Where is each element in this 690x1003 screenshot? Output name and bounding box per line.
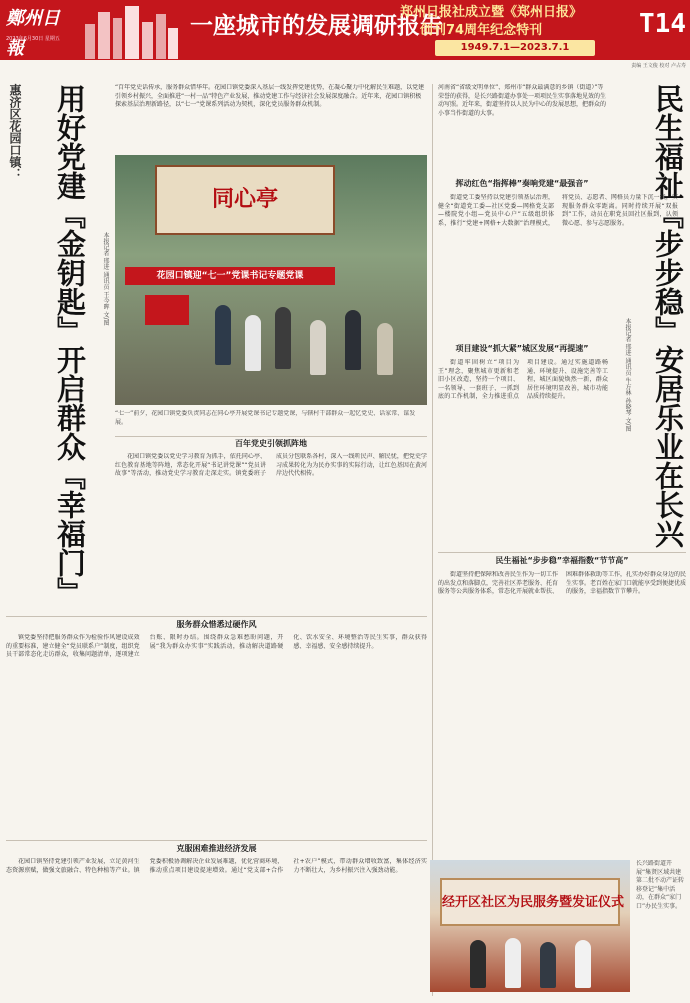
ceremony-gate-text: 经开区社区为民服务暨发证仪式 [442,895,625,910]
left-photo-caption: “七一”前夕，花园口镇党委负责同志在同心亭开展党课书记专题党课，与辖村干部群众一起忆党史、话家常、谋发展。 [115,410,416,426]
city-skyline-illustration [80,4,180,59]
divider [438,552,686,553]
person-figure [275,307,291,369]
masthead [0,0,690,72]
divider [6,840,427,841]
party-flag [145,295,189,325]
right-article-photo [430,860,630,992]
ceremony-gate [440,878,625,926]
right-section-3-body: 街道坚持把保障和改善民生作为一切工作的出发点和落脚点，完善社区养老服务、托育服务等公共服务体系，常态化开展就业帮扶、困难群体救助等工作，扎实办好群众身边的民生实事。老百姓在家门口就能享受到便捷优质的服务，幸福指数节节攀升。 [438,571,686,596]
person-figure [540,942,556,988]
issue-date: 2023年6月30日 星期五 [6,36,60,42]
right-article-intro: 河南省“省级文明单位”、郑州市“群众最满意的乡镇（街道）”等荣誉的获得，是长兴路街道办事处一项项民生实事落地见效的生动写照。近年来，街道坚持以人民为中心的发展思想，把群众的小事当作街道的大事。 [438,84,606,117]
person-figure [215,305,231,365]
left-section-2-title: 服务群众惜悉过硬作风 [176,620,257,629]
right-section-2-title: 项目建设“抓大紧”城区发展“再提速” [455,344,589,353]
left-section-2-body: 镇党委坚持把服务群众作为检验作风建设成效的重要标准，建立健全“党员联系户”制度，组织党员干部常态化走访群众，收集问题清单，逐项建立台账、限时办结。围绕群众急难愁盼问题，开展“我为群众办实事”实践活动，推动解决道路硬化、饮水安全、环境整治等民生实事，群众获得感、幸福感、安全感持续提升。 [6,634,427,659]
pavilion-sign [155,165,335,235]
newspaper-logo: 鄭州日報 [6,8,60,59]
left-section-3-title: 克服困难推进经济发展 [176,844,257,853]
photo-red-banner: 花园口镇迎“七一”党课书记专题党课 [125,267,335,285]
right-article-headline: 民生福祉『步步稳』安居乐业在长兴 [651,84,685,548]
anniversary-line-2: 创刊74周年纪念特刊 [420,23,543,38]
left-article-kicker: 惠济区花园口镇： [8,84,22,180]
person-figure [345,310,361,370]
right-section-2-body: 街道牢固树立“项目为王”理念，聚焦城市更新和老旧小区改造，坚持一个项目、一名领导、一套班子、一抓到底的工作机制，全力推进重点项目建设。通过实施道路畅通、环境提升、设施完善等工程，城区面貌焕然一新，群众居住环境明显改善，城市功能品质持续提升。 [438,359,608,401]
left-article-photo [115,155,427,405]
pavilion-sign-text: 同心亭 [211,186,278,212]
person-figure [470,940,486,988]
person-figure [505,938,521,988]
left-article-intro: “百年党史话传承，服务群众惜华年。花园口镇党委深入基层一线发挥党建优势，在凝心聚力中化解民生难题，以党建引领乡村振兴，全面推进“一村一品”特色产业发展，推动党建工作与经济社会发展深度融合。近年来，花园口镇积极探索基层治理新路径，以“七一”党课系列活动为契机，深化党员服务群众机制。 [115,84,425,109]
right-section-1-title: 挥动红色“指挥棒”奏响党建“最强音” [455,179,589,188]
feature-title: 一座城市的发展调研报告 [190,12,443,39]
person-figure [310,320,326,375]
right-article-byline: 本报记者 邢进 通讯员 牛方林 孙晓琴 文/图 [624,318,631,432]
person-figure [377,323,393,375]
left-section-1-body: 花园口镇党委以党史学习教育为抓手，依托同心亭、红色教育基地等阵地，常态化开展“书记讲党课”“党员讲故事”等活动，推动党史学习教育走深走实。镇党委班子成员分包联系各村，深入一线听民声、解民忧，把党史学习成果转化为为民办实事的实际行动，让红色基因在黄河岸边代代相传。 [115,453,427,478]
page-number: T14 [639,9,686,39]
person-figure [575,940,591,988]
left-article-headline: 用好党建『金钥匙』开启群众『幸福门』 [53,84,87,606]
anniversary-line-1: 郑州日报社成立暨《郑州日报》 [400,5,583,20]
editor-line: 责编 王文俊 校对 卢占寿 [631,63,686,69]
left-article-byline: 本报记者 邢进 通讯员 王今晖 文/图 [102,232,109,326]
left-section-3-body: 花园口镇坚持党建引领产业发展，立足黄河生态资源禀赋，做强文旅融合、特色种植等产业。镇党委积极协调解决企业发展难题，优化营商环境，推动重点项目建设提速增效。通过“党支部+合作社+农户”模式，带动群众增收致富，集体经济实力不断壮大，为乡村振兴注入强劲动能。 [6,858,427,874]
divider [115,436,427,437]
divider [6,616,427,617]
right-section-1-body: 街道党工委坚持以党建引领基层治理，健全“街道党工委—社区党委—网格党支部—楼院党小组—党员中心户”五级组织体系，推行“党建+网格+大数据”治理模式，将党员、志愿者、网格员力量下沉一线，实现服务群众零距离。同时持续开展“双报到”工作，动员在职党员回社区报到，认领微心愿、参与志愿服务。 [438,194,678,227]
right-section-3-title: 民生福祉“步步稳”幸福指数“节节高” [495,556,629,565]
right-photo-caption: 长兴路街道开展“集贤区域共建第二批不动产证转移登记”集中活动，在群众“家门口”办民生实事。 [636,860,685,910]
left-section-1-title: 百年党史引领抓阵地 [235,439,307,448]
anniversary-years: 1949.7.1—2023.7.1 [435,40,595,56]
person-figure [245,315,261,371]
